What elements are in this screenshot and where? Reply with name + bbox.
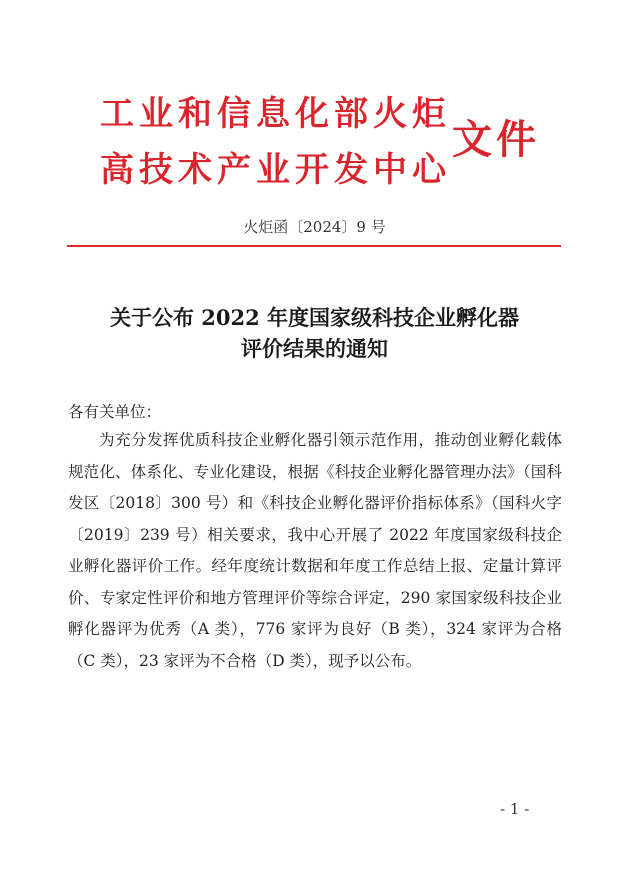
notice-body-paragraph: 为充分发挥优质科技企业孵化器引领示范作用，推动创业孵化载体规范化、体系化、专业化建设，根据《科技企业孵化器管理办法》（国科发区〔2018〕300 号）和《科技企业孵化器评价指标体系》（国科火字〔2019〕239 号）相关要求，我中心开展了 2022 年度国家级科技企业孵化器评价工作。经年度统计数据和年度工作总结上报、定量计算评价、专家定性评价和地方管理评价等综合评定，290 家国家级科技企业孵化器评为优秀（A 类），776 家评为良好（B 类），324 家评为合格（C 类），23 家评为不合格（D 类），现予以公布。	[68, 431, 562, 670]
salutation: 各有关单位：	[68, 403, 162, 421]
issuer-line-2: 高技术产业开发中心	[100, 150, 451, 190]
document-type-label: 文件	[452, 116, 540, 163]
title-line-2: 评价结果的通知	[241, 336, 388, 361]
issuer-line-1: 工业和信息化部火炬	[100, 94, 451, 134]
notice-title	[40, 302, 589, 364]
document-number: 火炬函〔2024〕9 号	[243, 218, 386, 236]
issuing-authority	[100, 86, 451, 198]
title-line-1: 关于公布 2022 年度国家级科技企业孵化器	[109, 305, 520, 330]
red-header-rule	[67, 245, 561, 247]
page-number: - 1 -	[500, 800, 530, 818]
